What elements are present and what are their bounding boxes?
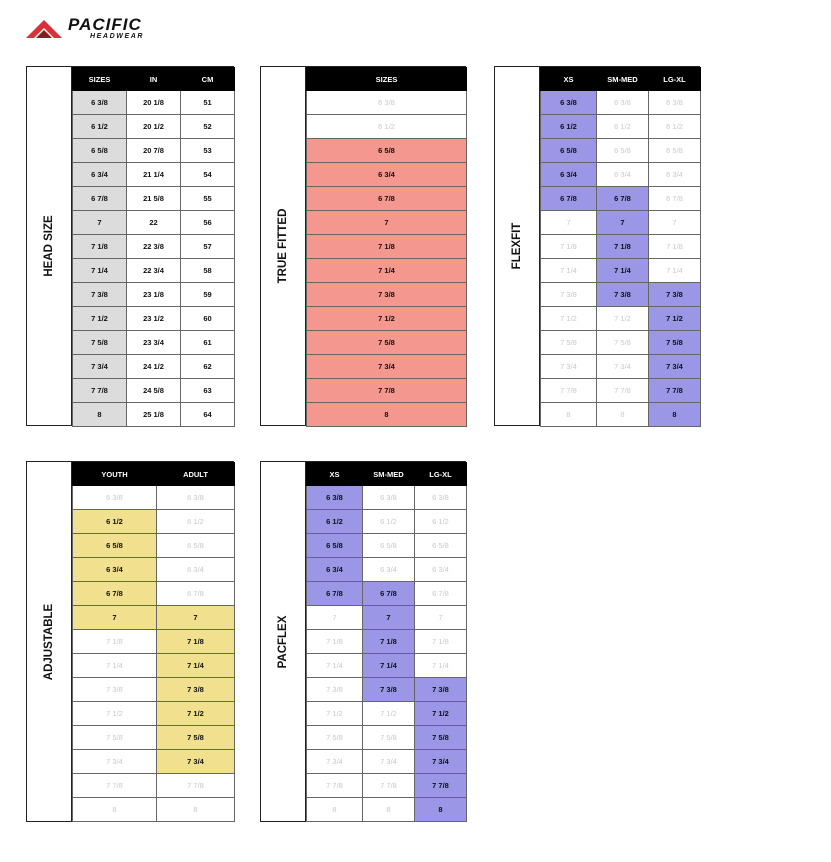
pacflex-cell: 7 1/4 xyxy=(415,654,467,678)
flexfit-cell: 8 xyxy=(649,403,701,427)
table-row xyxy=(307,91,467,115)
table-row xyxy=(541,91,701,115)
head-size-cell: 61 xyxy=(181,331,235,355)
pacflex-header-sm-med: SM-MED xyxy=(363,463,415,486)
pacflex-panel xyxy=(260,461,466,822)
adjustable-header-youth: YOUTH xyxy=(73,463,157,486)
table-row xyxy=(73,582,235,606)
flexfit-cell: 7 3/4 xyxy=(541,355,597,379)
table-row xyxy=(73,403,235,427)
pacflex-cell: 7 7/8 xyxy=(307,774,363,798)
adjustable-cell: 8 xyxy=(73,798,157,822)
table-row xyxy=(73,283,235,307)
head-size-label: HEAD SIZE xyxy=(43,215,55,277)
pacflex-cell: 6 5/8 xyxy=(307,534,363,558)
adjustable-cell: 6 3/8 xyxy=(73,486,157,510)
flexfit-body xyxy=(541,91,701,427)
head-size-cell: 58 xyxy=(181,259,235,283)
head-size-cell: 52 xyxy=(181,115,235,139)
flexfit-cell: 6 1/2 xyxy=(649,115,701,139)
pacflex-cell: 6 1/2 xyxy=(415,510,467,534)
table-row xyxy=(307,582,467,606)
true-fitted-cell: 7 1/8 xyxy=(307,235,467,259)
pacflex-cell: 7 1/2 xyxy=(363,702,415,726)
table-row xyxy=(541,355,701,379)
pacflex-cell: 6 3/8 xyxy=(363,486,415,510)
pacflex-table xyxy=(306,462,467,822)
table-row xyxy=(307,534,467,558)
head-size-cell: 51 xyxy=(181,91,235,115)
flexfit-cell: 6 3/4 xyxy=(649,163,701,187)
head-size-cell: 53 xyxy=(181,139,235,163)
head-size-cell: 22 xyxy=(127,211,181,235)
table-row xyxy=(541,403,701,427)
flexfit-cell: 7 7/8 xyxy=(597,379,649,403)
flexfit-cell: 7 1/2 xyxy=(597,307,649,331)
pacflex-cell: 6 1/2 xyxy=(307,510,363,534)
flexfit-cell: 7 1/4 xyxy=(541,259,597,283)
table-row xyxy=(307,798,467,822)
table-row xyxy=(73,187,235,211)
table-row xyxy=(541,259,701,283)
flexfit-header-xs: XS xyxy=(541,68,597,91)
adjustable-cell: 6 3/4 xyxy=(157,558,235,582)
head-size-header-cm: CM xyxy=(181,68,235,91)
adjustable-cell: 7 3/8 xyxy=(73,678,157,702)
table-row xyxy=(307,510,467,534)
flexfit-cell: 7 3/8 xyxy=(597,283,649,307)
adjustable-cell: 6 3/4 xyxy=(73,558,157,582)
head-size-cell: 22 3/8 xyxy=(127,235,181,259)
head-size-cell: 24 1/2 xyxy=(127,355,181,379)
flexfit-cell: 6 3/8 xyxy=(541,91,597,115)
adjustable-cell: 7 7/8 xyxy=(73,774,157,798)
head-size-cell: 23 1/2 xyxy=(127,307,181,331)
table-row xyxy=(73,379,235,403)
table-row xyxy=(307,115,467,139)
head-size-cell: 6 3/8 xyxy=(73,91,127,115)
flexfit-cell: 7 7/8 xyxy=(541,379,597,403)
flexfit-cell: 8 xyxy=(541,403,597,427)
table-row xyxy=(73,606,235,630)
flexfit-table xyxy=(540,67,701,427)
head-size-cell: 7 1/8 xyxy=(73,235,127,259)
pacflex-cell: 7 5/8 xyxy=(415,726,467,750)
adjustable-cell: 6 5/8 xyxy=(73,534,157,558)
flexfit-cell: 6 1/2 xyxy=(597,115,649,139)
pacflex-cell: 8 xyxy=(307,798,363,822)
head-size-cell: 23 1/8 xyxy=(127,283,181,307)
true-fitted-panel xyxy=(260,66,466,426)
flexfit-cell: 6 3/8 xyxy=(649,91,701,115)
flexfit-cell: 6 7/8 xyxy=(541,187,597,211)
true-fitted-cell: 7 xyxy=(307,211,467,235)
pacflex-body xyxy=(307,486,467,822)
adjustable-cell: 7 1/4 xyxy=(157,654,235,678)
pacflex-cell: 7 xyxy=(307,606,363,630)
head-size-cell: 8 xyxy=(73,403,127,427)
pacflex-cell: 7 1/8 xyxy=(415,630,467,654)
adjustable-body xyxy=(73,486,235,822)
pacflex-cell: 7 1/8 xyxy=(363,630,415,654)
pacflex-cell: 7 1/8 xyxy=(307,630,363,654)
true-fitted-cell: 6 7/8 xyxy=(307,187,467,211)
true-fitted-cell: 6 3/4 xyxy=(307,163,467,187)
table-row xyxy=(73,750,235,774)
pacflex-cell: 7 xyxy=(415,606,467,630)
pacflex-cell: 7 7/8 xyxy=(415,774,467,798)
pacflex-cell: 6 3/8 xyxy=(415,486,467,510)
flexfit-cell: 6 1/2 xyxy=(541,115,597,139)
pacflex-cell: 8 xyxy=(415,798,467,822)
adjustable-header-adult: ADULT xyxy=(157,463,235,486)
table-row xyxy=(307,774,467,798)
flexfit-side xyxy=(495,67,540,425)
table-row xyxy=(73,510,235,534)
table-row xyxy=(541,211,701,235)
table-row xyxy=(307,331,467,355)
adjustable-header-row xyxy=(73,463,235,486)
logo-mountain-icon xyxy=(24,18,68,40)
head-size-cell: 62 xyxy=(181,355,235,379)
adjustable-label: ADJUSTABLE xyxy=(43,603,55,680)
flexfit-cell: 7 xyxy=(649,211,701,235)
head-size-cell: 7 1/2 xyxy=(73,307,127,331)
table-row xyxy=(73,678,235,702)
flexfit-cell: 7 5/8 xyxy=(541,331,597,355)
table-row xyxy=(307,702,467,726)
table-row xyxy=(73,331,235,355)
table-row xyxy=(73,630,235,654)
true-fitted-label: TRUE FITTED xyxy=(277,208,289,284)
pacflex-cell: 7 3/8 xyxy=(307,678,363,702)
table-row xyxy=(73,163,235,187)
adjustable-cell: 6 7/8 xyxy=(73,582,157,606)
table-row xyxy=(73,355,235,379)
table-row xyxy=(73,307,235,331)
pacflex-cell: 7 1/4 xyxy=(307,654,363,678)
true-fitted-cell: 7 1/4 xyxy=(307,259,467,283)
table-row xyxy=(73,91,235,115)
true-fitted-header-row xyxy=(307,68,467,91)
head-size-cell: 7 3/8 xyxy=(73,283,127,307)
head-size-cell: 7 3/4 xyxy=(73,355,127,379)
adjustable-cell: 7 1/4 xyxy=(73,654,157,678)
flexfit-cell: 7 1/4 xyxy=(597,259,649,283)
table-row xyxy=(73,726,235,750)
logo-brand-sub: HEADWEAR xyxy=(90,33,145,40)
table-row xyxy=(307,259,467,283)
adjustable-side xyxy=(27,462,72,821)
pacflex-cell: 6 7/8 xyxy=(415,582,467,606)
pacflex-cell: 7 3/4 xyxy=(363,750,415,774)
pacflex-cell: 7 3/8 xyxy=(415,678,467,702)
head-size-cell: 25 1/8 xyxy=(127,403,181,427)
table-row xyxy=(73,558,235,582)
true-fitted-side xyxy=(261,67,306,425)
pacflex-cell: 6 3/4 xyxy=(415,558,467,582)
flexfit-cell: 7 3/4 xyxy=(649,355,701,379)
flexfit-cell: 7 5/8 xyxy=(597,331,649,355)
table-row xyxy=(307,307,467,331)
true-fitted-table xyxy=(306,67,467,427)
pacflex-cell: 8 xyxy=(363,798,415,822)
pacflex-cell: 6 3/4 xyxy=(363,558,415,582)
adjustable-cell: 7 3/8 xyxy=(157,678,235,702)
pacflex-cell: 7 5/8 xyxy=(307,726,363,750)
adjustable-cell: 6 1/2 xyxy=(157,510,235,534)
adjustable-cell: 7 5/8 xyxy=(157,726,235,750)
pacflex-cell: 7 7/8 xyxy=(363,774,415,798)
head-size-body xyxy=(73,91,235,427)
table-row xyxy=(307,187,467,211)
flexfit-cell: 7 1/2 xyxy=(649,307,701,331)
table-row xyxy=(307,379,467,403)
table-row xyxy=(73,774,235,798)
table-row xyxy=(307,235,467,259)
pacflex-header-row xyxy=(307,463,467,486)
pacflex-cell: 7 1/2 xyxy=(415,702,467,726)
head-size-cell: 24 5/8 xyxy=(127,379,181,403)
table-row xyxy=(307,654,467,678)
table-row xyxy=(73,534,235,558)
table-row xyxy=(541,187,701,211)
flexfit-cell: 7 1/8 xyxy=(649,235,701,259)
flexfit-cell: 6 5/8 xyxy=(649,139,701,163)
table-row xyxy=(541,379,701,403)
adjustable-cell: 7 1/8 xyxy=(157,630,235,654)
table-row xyxy=(307,486,467,510)
true-fitted-cell: 7 1/2 xyxy=(307,307,467,331)
table-row xyxy=(541,331,701,355)
table-row xyxy=(541,163,701,187)
true-fitted-cell: 7 3/4 xyxy=(307,355,467,379)
head-size-cell: 7 5/8 xyxy=(73,331,127,355)
flexfit-cell: 7 7/8 xyxy=(649,379,701,403)
head-size-cell: 21 1/4 xyxy=(127,163,181,187)
head-size-cell: 56 xyxy=(181,211,235,235)
flexfit-cell: 7 1/8 xyxy=(597,235,649,259)
head-size-panel xyxy=(26,66,234,426)
head-size-header-row xyxy=(73,68,235,91)
head-size-cell: 20 7/8 xyxy=(127,139,181,163)
adjustable-cell: 7 1/2 xyxy=(73,702,157,726)
head-size-cell: 20 1/8 xyxy=(127,91,181,115)
head-size-table xyxy=(72,67,235,427)
head-size-cell: 20 1/2 xyxy=(127,115,181,139)
table-row xyxy=(307,355,467,379)
head-size-cell: 21 5/8 xyxy=(127,187,181,211)
pacflex-cell: 6 7/8 xyxy=(363,582,415,606)
adjustable-cell: 7 xyxy=(157,606,235,630)
table-row xyxy=(307,726,467,750)
head-size-cell: 7 1/4 xyxy=(73,259,127,283)
true-fitted-cell: 7 7/8 xyxy=(307,379,467,403)
flexfit-header-row xyxy=(541,68,701,91)
head-size-cell: 55 xyxy=(181,187,235,211)
flexfit-cell: 7 xyxy=(597,211,649,235)
flexfit-cell: 7 1/8 xyxy=(541,235,597,259)
flexfit-cell: 6 7/8 xyxy=(597,187,649,211)
head-size-header-sizes: SIZES xyxy=(73,68,127,91)
table-row xyxy=(73,235,235,259)
pacflex-label: PACFLEX xyxy=(277,615,289,668)
adjustable-cell: 6 3/8 xyxy=(157,486,235,510)
adjustable-cell: 7 3/4 xyxy=(73,750,157,774)
head-size-cell: 6 5/8 xyxy=(73,139,127,163)
flexfit-header-lg-xl: LG-XL xyxy=(649,68,701,91)
table-row xyxy=(541,115,701,139)
pacflex-cell: 6 7/8 xyxy=(307,582,363,606)
table-row xyxy=(73,139,235,163)
table-row xyxy=(73,211,235,235)
table-row xyxy=(541,307,701,331)
pacflex-side xyxy=(261,462,306,821)
table-row xyxy=(541,235,701,259)
table-row xyxy=(541,139,701,163)
table-row xyxy=(307,558,467,582)
head-size-cell: 64 xyxy=(181,403,235,427)
adjustable-cell: 7 3/4 xyxy=(157,750,235,774)
logo-brand-name: PACIFIC xyxy=(68,15,142,34)
pacific-headwear-logo xyxy=(24,17,184,43)
true-fitted-cell: 8 xyxy=(307,403,467,427)
true-fitted-cell: 7 3/8 xyxy=(307,283,467,307)
table-row xyxy=(307,139,467,163)
flexfit-cell: 6 3/8 xyxy=(597,91,649,115)
true-fitted-cell: 6 3/8 xyxy=(307,91,467,115)
head-size-cell: 6 7/8 xyxy=(73,187,127,211)
table-row xyxy=(73,702,235,726)
adjustable-panel xyxy=(26,461,234,822)
flexfit-cell: 8 xyxy=(597,403,649,427)
head-size-cell: 6 1/2 xyxy=(73,115,127,139)
flexfit-panel xyxy=(494,66,700,426)
pacflex-cell: 7 xyxy=(363,606,415,630)
adjustable-cell: 6 7/8 xyxy=(157,582,235,606)
adjustable-cell: 7 7/8 xyxy=(157,774,235,798)
true-fitted-cell: 7 5/8 xyxy=(307,331,467,355)
pacflex-cell: 7 3/4 xyxy=(415,750,467,774)
pacflex-cell: 7 1/4 xyxy=(363,654,415,678)
pacflex-cell: 7 1/2 xyxy=(307,702,363,726)
pacflex-cell: 7 3/8 xyxy=(363,678,415,702)
table-row xyxy=(541,283,701,307)
pacflex-cell: 6 5/8 xyxy=(363,534,415,558)
head-size-cell: 54 xyxy=(181,163,235,187)
adjustable-cell: 7 1/2 xyxy=(157,702,235,726)
head-size-cell: 22 3/4 xyxy=(127,259,181,283)
true-fitted-header-sizes: SIZES xyxy=(307,68,467,91)
adjustable-cell: 8 xyxy=(157,798,235,822)
true-fitted-body xyxy=(307,91,467,427)
table-row xyxy=(307,403,467,427)
head-size-cell: 63 xyxy=(181,379,235,403)
true-fitted-cell: 6 5/8 xyxy=(307,139,467,163)
table-row xyxy=(307,606,467,630)
pacflex-header-lg-xl: LG-XL xyxy=(415,463,467,486)
table-row xyxy=(307,163,467,187)
pacflex-cell: 6 1/2 xyxy=(363,510,415,534)
flexfit-cell: 7 1/4 xyxy=(649,259,701,283)
head-size-cell: 23 3/4 xyxy=(127,331,181,355)
table-row xyxy=(307,750,467,774)
flexfit-cell: 6 3/4 xyxy=(541,163,597,187)
pacflex-cell: 6 3/4 xyxy=(307,558,363,582)
head-size-cell: 57 xyxy=(181,235,235,259)
adjustable-cell: 6 1/2 xyxy=(73,510,157,534)
table-row xyxy=(73,115,235,139)
table-row xyxy=(73,259,235,283)
flexfit-cell: 6 3/4 xyxy=(597,163,649,187)
head-size-side xyxy=(27,67,72,425)
head-size-cell: 59 xyxy=(181,283,235,307)
pacflex-cell: 6 3/8 xyxy=(307,486,363,510)
flexfit-header-sm-med: SM-MED xyxy=(597,68,649,91)
pacflex-cell: 7 5/8 xyxy=(363,726,415,750)
adjustable-cell: 7 xyxy=(73,606,157,630)
table-row xyxy=(73,798,235,822)
flexfit-cell: 7 5/8 xyxy=(649,331,701,355)
table-row xyxy=(73,486,235,510)
head-size-header-in: IN xyxy=(127,68,181,91)
flexfit-cell: 6 5/8 xyxy=(597,139,649,163)
adjustable-cell: 6 5/8 xyxy=(157,534,235,558)
pacflex-cell: 6 5/8 xyxy=(415,534,467,558)
flexfit-cell: 6 5/8 xyxy=(541,139,597,163)
head-size-cell: 7 xyxy=(73,211,127,235)
flexfit-cell: 7 3/8 xyxy=(541,283,597,307)
table-row xyxy=(307,678,467,702)
flexfit-cell: 6 7/8 xyxy=(649,187,701,211)
table-row xyxy=(307,630,467,654)
table-row xyxy=(73,654,235,678)
head-size-cell: 60 xyxy=(181,307,235,331)
table-row xyxy=(307,211,467,235)
table-row xyxy=(307,283,467,307)
flexfit-cell: 7 3/8 xyxy=(649,283,701,307)
flexfit-cell: 7 xyxy=(541,211,597,235)
flexfit-cell: 7 3/4 xyxy=(597,355,649,379)
head-size-cell: 6 3/4 xyxy=(73,163,127,187)
adjustable-cell: 7 1/8 xyxy=(73,630,157,654)
pacflex-header-xs: XS xyxy=(307,463,363,486)
true-fitted-cell: 6 1/2 xyxy=(307,115,467,139)
flexfit-cell: 7 1/2 xyxy=(541,307,597,331)
flexfit-label: FLEXFIT xyxy=(511,222,523,270)
adjustable-table xyxy=(72,462,235,822)
pacflex-cell: 7 3/4 xyxy=(307,750,363,774)
adjustable-cell: 7 5/8 xyxy=(73,726,157,750)
head-size-cell: 7 7/8 xyxy=(73,379,127,403)
